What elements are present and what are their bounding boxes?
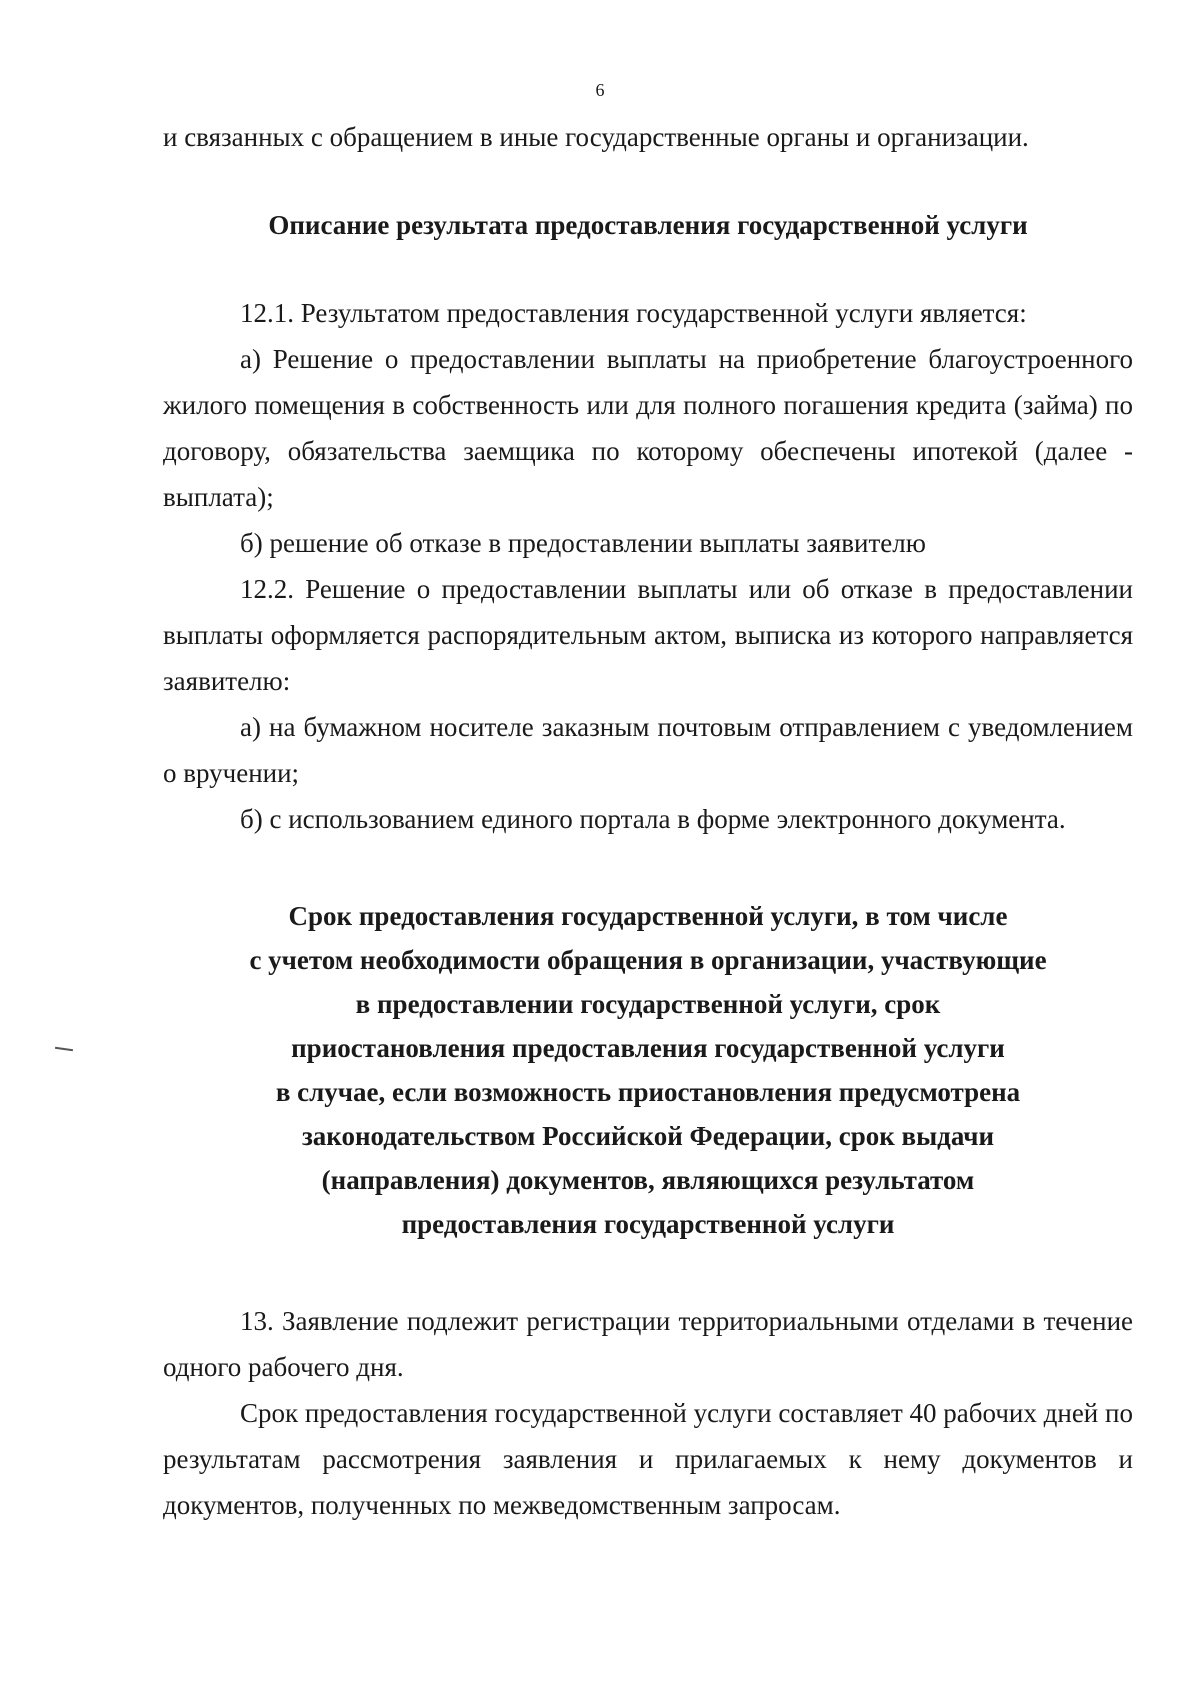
paragraph-12-1-b: б) решение об отказе в предоставлении выплаты заявителю <box>240 528 926 558</box>
spacer <box>163 248 1133 290</box>
paragraph-13-term: Срок предоставления государственной услуги составляет 40 рабочих дней по результатам рассмотрения заявления и прилагаемых к нему документов и документов, полученных по межведомственным запросам. <box>163 1398 1133 1520</box>
heading-line: законодательством Российской Федерации, срок выдачи <box>301 1121 995 1151</box>
paragraph-13: 13. Заявление подлежит регистрации территориальными отделами в течение одного рабочего дня. <box>163 1306 1133 1382</box>
heading-line: с учетом необходимости обращения в организации, участвующие <box>249 945 1047 975</box>
heading-line: приостановления предоставления государственной услуги <box>291 1033 1005 1063</box>
section-heading-result: Описание результата предоставления государственной услуги <box>268 210 1028 240</box>
heading-line: Срок предоставления государственной услуги, в том числе <box>288 901 1008 931</box>
paragraph-12-2-b: б) с использованием единого портала в форме электронного документа. <box>240 804 1066 834</box>
page-number: 6 <box>595 80 605 100</box>
heading-line: в предоставлении государственной услуги, срок <box>355 989 941 1019</box>
paragraph-12-1-a: а) Решение о предоставлении выплаты на приобретение благоустроенного жилого помещения в собственность или для полного погашения кредита (займа) по договору, обязательства заемщика по которому обеспечены ипотекой (далее - выплата); <box>163 344 1133 512</box>
paragraph-12-2-a: а) на бумажном носителе заказным почтовым отправлением с уведомлением о вручении; <box>163 712 1133 788</box>
heading-line: в случае, если возможность приостановления предусмотрена <box>275 1077 1021 1107</box>
paragraph-12-1: 12.1. Результатом предоставления государственной услуги является: <box>240 298 1027 328</box>
margin-mark <box>55 1047 73 1051</box>
heading-line: предоставления государственной услуги <box>401 1209 895 1239</box>
section-heading-term <box>163 894 1133 1246</box>
spacer <box>163 160 1133 202</box>
heading-line: (направления) документов, являющихся результатом <box>321 1165 975 1195</box>
document-body <box>163 114 1133 1528</box>
paragraph-12-2: 12.2. Решение о предоставлении выплаты или об отказе в предоставлении выплаты оформляется распорядительным актом, выписка из которого направляется заявителю: <box>163 574 1133 696</box>
spacer <box>163 842 1133 894</box>
paragraph-continuation: и связанных с обращением в иные государственные органы и организации. <box>163 122 1029 152</box>
spacer <box>163 1246 1133 1298</box>
